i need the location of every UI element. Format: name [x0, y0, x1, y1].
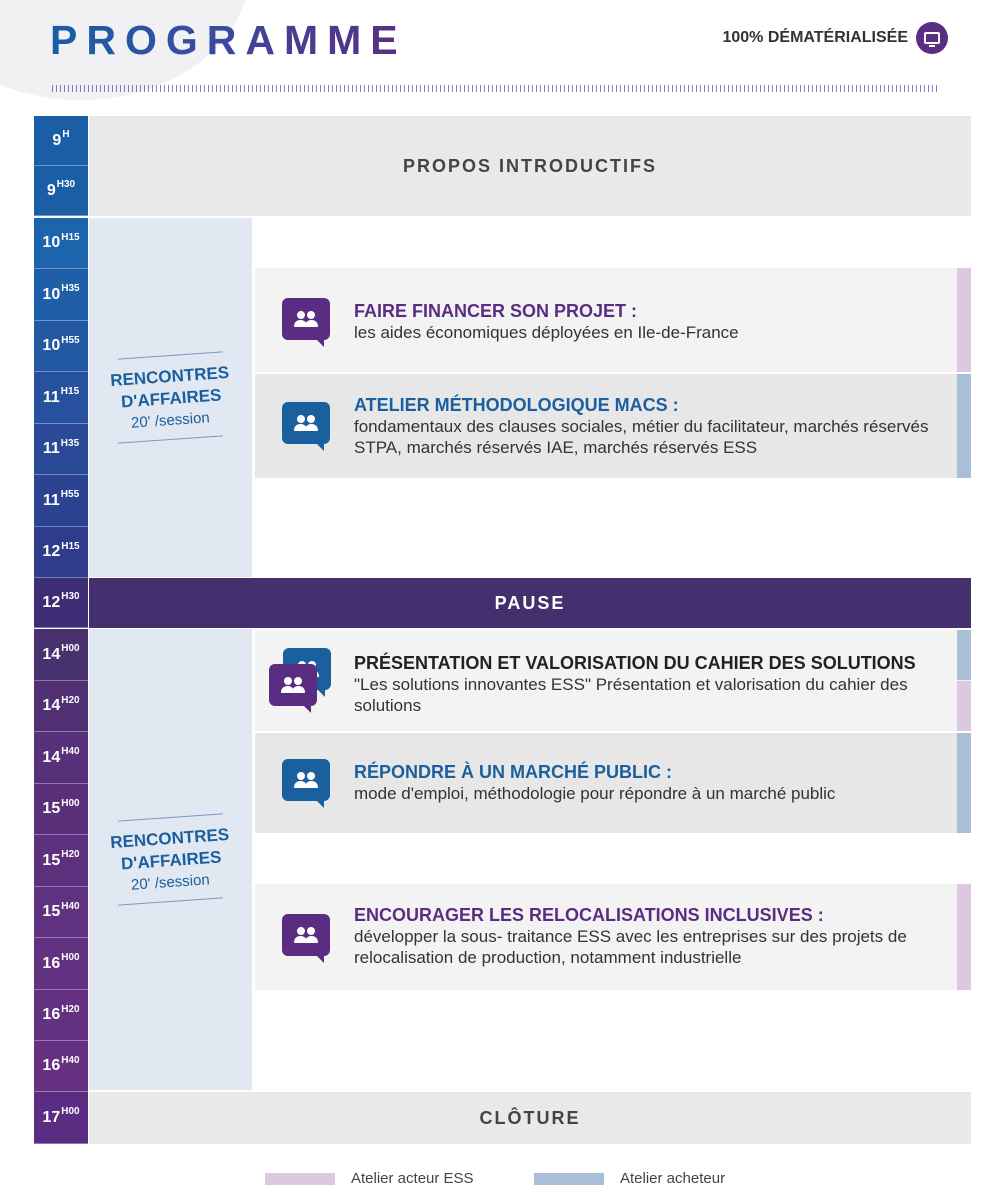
intro-label: PROPOS INTRODUCTIFS	[402, 155, 657, 176]
atelier-desc: mode d'emploi, méthodologie pour répondre à un marché public	[354, 784, 836, 803]
ess-stripe	[957, 681, 971, 731]
acheteur-stripe	[957, 733, 971, 833]
legend-ess-swatch	[265, 1173, 335, 1185]
meeting-icon	[269, 664, 317, 706]
atelier-relocalisations	[255, 884, 971, 990]
meeting-icon	[282, 759, 330, 801]
time-slot: 10 $^{H35}$	[34, 269, 88, 321]
atelier-title: ENCOURAGER LES RELOCALISATIONS INCLUSIVES :	[354, 905, 824, 925]
dematerialised-label: 100% DÉMATÉRIALISÉE	[722, 29, 908, 46]
rencontres-morning	[89, 218, 252, 577]
cloture-label: CLÔTURE	[479, 1107, 581, 1128]
ess-stripe	[957, 268, 971, 372]
time-slot: 9 $^{H30}$	[34, 166, 88, 216]
rencontres-line	[118, 435, 223, 443]
time-slot: 16 $^{H00}$	[34, 938, 88, 990]
legend-ess	[265, 1170, 474, 1187]
rencontres-session: 20' /session	[130, 871, 211, 894]
legend-acheteur-swatch	[534, 1173, 604, 1185]
time-slot: 12 $^{H15}$	[34, 527, 88, 578]
acheteur-stripe	[957, 374, 971, 478]
time-slot: 15 $^{H20}$	[34, 835, 88, 887]
time-slot: 16 $^{H20}$	[34, 990, 88, 1041]
time-slot: 11 $^{H55}$	[34, 475, 88, 527]
time-slot: 14 $^{H20}$	[34, 681, 88, 732]
time-slot: 14 $^{H40}$	[34, 732, 88, 784]
atelier-title: ATELIER MÉTHODOLOGIQUE MACS :	[354, 395, 679, 415]
time-slot: 15 $^{H00}$	[34, 784, 88, 835]
atelier-marche-public	[255, 733, 971, 833]
rencontres-line	[118, 351, 223, 359]
rencontres-afternoon	[89, 629, 252, 1090]
cloture-block	[89, 1092, 971, 1144]
atelier-cahier-solutions	[255, 630, 971, 731]
legend-ess-label: Atelier acteur ESS	[351, 1170, 474, 1187]
page-title: PROGRAMME	[50, 17, 407, 63]
atelier-title: RÉPONDRE À UN MARCHÉ PUBLIC :	[354, 762, 673, 782]
atelier-desc: développer la sous- traitance ESS avec les entreprises sur des projets de relocalisation de production, notamment industrielle	[354, 927, 907, 967]
rencontres-line	[118, 813, 223, 821]
intro-block	[89, 116, 971, 216]
rencontres-line	[118, 897, 223, 905]
screen-icon	[916, 22, 948, 54]
atelier-desc: "Les solutions innovantes ESS" Présentation et valorisation du cahier des solutions	[354, 675, 908, 715]
time-slot: 11 $^{H35}$	[34, 424, 88, 475]
atelier-title: PRÉSENTATION ET VALORISATION DU CAHIER DES SOLUTIONS	[354, 653, 916, 673]
meeting-icon	[282, 402, 330, 444]
acheteur-stripe	[957, 630, 971, 680]
time-slot: 10 $^{H55}$	[34, 321, 88, 372]
time-slot: 9 $^H$	[34, 116, 88, 166]
time-slot: 11 $^{H15}$	[34, 372, 88, 424]
time-slot: 16 $^{H40}$	[34, 1041, 88, 1092]
rencontres-title: RENCONTRES D'AFFAIRES	[109, 824, 230, 874]
rencontres-session: 20' /session	[130, 409, 211, 432]
atelier-desc: fondamentaux des clauses sociales, métier du facilitateur, marchés réservés STPA, marchés réservés IAE, marchés réservés ESS	[354, 417, 929, 457]
time-slot: 10 $^{H15}$	[34, 218, 88, 269]
header-divider	[52, 85, 937, 92]
time-slot: 14 $^{H00}$	[34, 629, 88, 681]
atelier-financer	[255, 268, 971, 372]
time-slot: 12 $^{H30}$	[34, 578, 88, 628]
legend-acheteur	[534, 1170, 725, 1187]
rencontres-title: RENCONTRES D'AFFAIRES	[109, 362, 230, 412]
atelier-desc: les aides économiques déployées en Ile-de-France	[354, 323, 739, 342]
dematerialised-badge	[722, 22, 948, 54]
atelier-macs	[255, 374, 971, 478]
time-slot: 17 $^{H00}$	[34, 1092, 88, 1144]
pause-label: PAUSE	[494, 592, 566, 613]
time-slot: 15 $^{H40}$	[34, 887, 88, 938]
ess-stripe	[957, 884, 971, 990]
pause-block	[89, 578, 971, 628]
meeting-icon	[282, 914, 330, 956]
legend-acheteur-label: Atelier acheteur	[620, 1170, 726, 1187]
atelier-title: FAIRE FINANCER SON PROJET :	[354, 301, 638, 321]
meeting-icon	[282, 298, 330, 340]
